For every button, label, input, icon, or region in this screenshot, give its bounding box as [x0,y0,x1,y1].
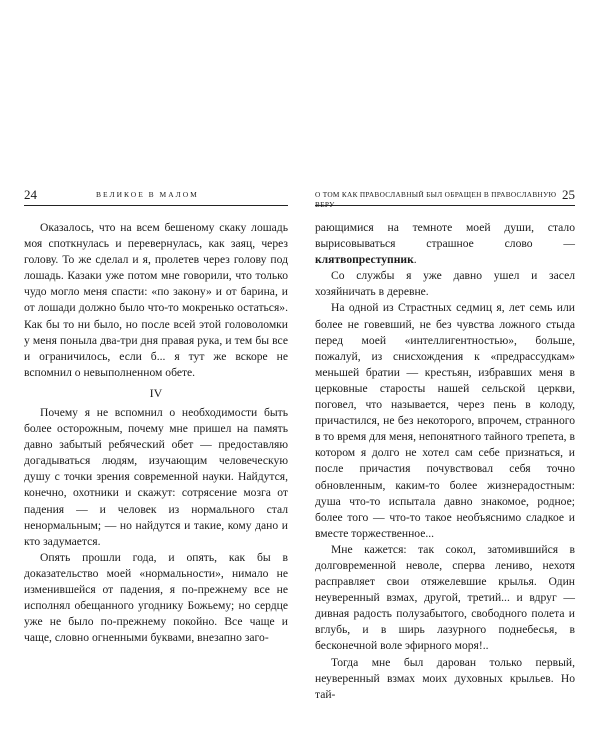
left-page-text [24,220,288,646]
left-paragraph-1: Оказалось, что на всем бешеному скаку лошадь моя споткнулась и перевернулась, как заяц, через голову. То же сделал и я, пролетев через голову под лошадь. Казаки уже потом мне говорили, что только чудо могло меня спасти: «по закону» и от барина, и от лошади должно было что-то мокренько остаться». Как бы то ни было, но после всей этой головоломки у меня поныла два-три дня правая рука, и тем бы все и ограничилось, если б... я тут же вскоре не вспомнил о невыполненном обете. [24,221,288,379]
right-running-head [315,187,575,209]
right-paragraph-1 [315,220,575,268]
bold-keyword: клятвопреступник [315,253,414,267]
right-running-head-title: О ТОМ КАК ПРАВОСЛАВНЫЙ БЫЛ ОБРАЩЕН В ПРАВОСЛАВНУЮ ВЕРУ [315,190,557,209]
left-page [24,187,288,646]
right-paragraph-3: На одной из Страстных седмиц я, лет семь или более не говевший, не без чувства ложного стыда перед моей «интеллигентностью», больше, пожалуй, из снисхождения к «предрассудкам» меньшей братии — крестьян, избравших меня в церковные старосты нашей сельской церкви, поговел, что называется, через пень в колоду, причастился, не без некоторого, впрочем, странного в то время для меня, непонятного тайного трепета, в котором я долго не хотел сам себе признаться, и после причастия почувствовал себя точно обновленным, каким-то более жизнерадостным: душа что-то испытала давно знакомое, родное; более того — что-то такое необъяснимо сладкое и вместе торжественное... [315,301,575,540]
left-paragraph-3: Опять прошли года, и опять, как бы в доказательство моей «нормальности», нимало не изменившейся от падения, я по-прежнему все не исполнял обещанного угоднику Божьему; но сердце уже не было по-прежнему покойно. Все чаще и чаще, словно огненными буквами, внезапно заго- [24,550,288,645]
left-page-number: 24 [24,187,37,202]
left-running-head-title: ВЕЛИКОЕ В МАЛОМ [96,190,199,199]
section-heading: IV [149,385,163,400]
left-paragraph-2: Почему я не вспомнил о необходимости быть более осторожным, почему мне пришел на память давно забытый ребяческий обет — предоставляю догадываться людям, изучающим человеческую душу с точки зрения современной науки. Найдутся, конечно, охотники и скажут: сотрясение мозга от падения — и человек из нормального стал ненормальным; — но найдутся и такие, кому дано и кто задумается. [24,405,288,548]
right-paragraph-2: Со службы я уже давно ушел и засел хозяйничать в деревне. [315,269,575,299]
right-paragraph-1-text: рающимися на темноте моей души, стало вырисовываться страшное слово — [315,221,575,251]
right-paragraph-1-end: . [413,253,417,267]
right-page-number: 25 [562,187,575,202]
left-running-head [24,187,288,206]
right-paragraph-4: Мне кажется: так сокол, затомившийся в долговременной неволе, сперва лениво, нехотя расправляет свои отяжелевшие крылья. Один неуверенный взмах, другой, третий... и вдруг — дивная радость полузабытого, свободного полета и вглубь, и в ширь лазурного поднебесья, в бесконечной воле эфирного моря!.. [315,542,575,653]
right-page [315,187,575,703]
right-paragraph-5: Тогда мне был дарован только первый, неуверенный взмах моих духовных крыльев. Но тай- [315,655,575,701]
right-page-text [315,220,575,703]
